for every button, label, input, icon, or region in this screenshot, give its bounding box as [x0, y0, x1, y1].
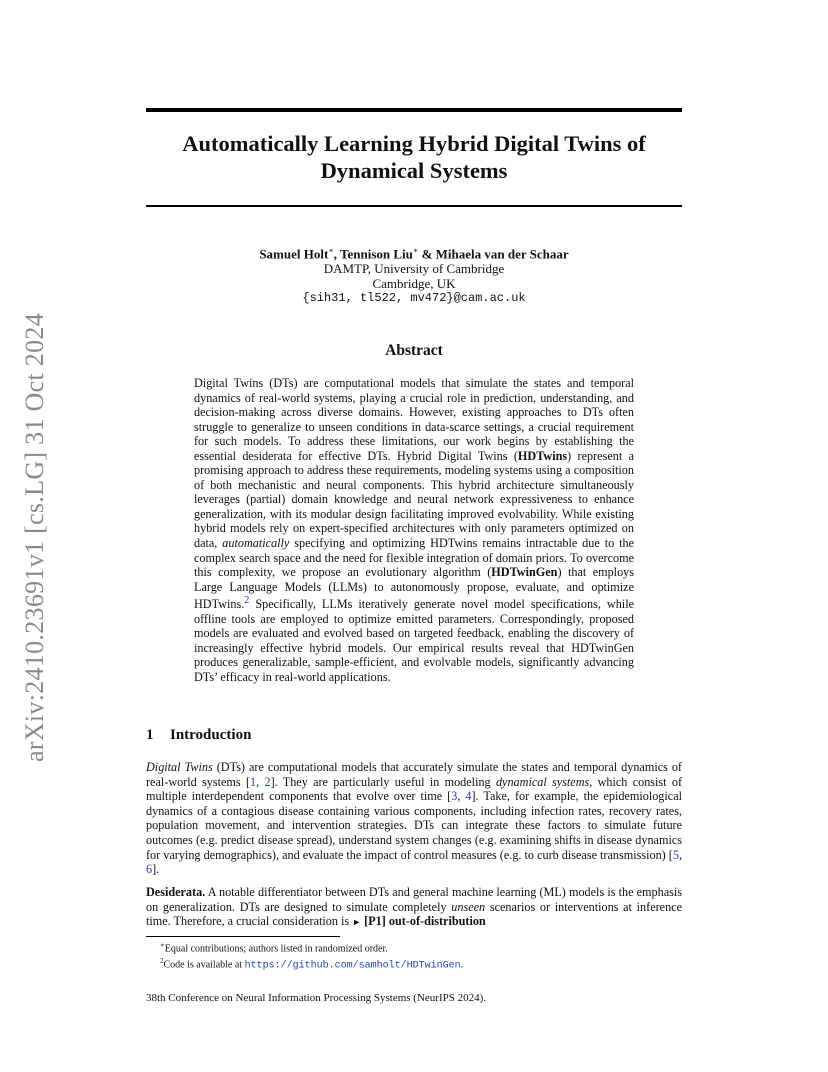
triangle-marker-icon: ► — [352, 917, 362, 928]
property-p1-label: [P1] out-of-distribution — [361, 914, 486, 929]
intro-p1-text-d: ]. Take, for example, the epidemiological dynamics of a contagious disease containing various components, including infection rates, recovery rates, population movement, and intervention strategies. DTs can integrate these factors to simulate future outcomes (e.g. predict disease spread), understand system changes (e.g. examining shifts in disease dynamics for varying demographics), and evaluate the impact of control measures (e.g. to curb disease transmission) [ — [146, 789, 682, 862]
citation-2[interactable]: 2 — [264, 774, 271, 789]
intro-p2-text-a: A notable differentiator between DTs and general machine learning (ML) models is the emphasis on generalization. DTs are designed to simulate completely — [146, 885, 682, 914]
paper-title — [146, 130, 682, 184]
abstract-body — [194, 376, 634, 685]
citation-separator: , — [457, 789, 466, 804]
footnote-2-mark: 2 — [160, 957, 164, 966]
term-unseen: unseen — [451, 899, 486, 914]
author-location: Cambridge, UK — [372, 276, 456, 292]
abstract-text-5: Specifically, LLMs iteratively generate novel model specifications, while offline tools are employed to optimize emitted parameters. Correspondingly, proposed models are evaluated and evolved based on targeted feedback, enabling the discovery of increasingly effective hybrid models. Our empirical results reveal that HDTwinGen produces generalizable, sample-efficient, and evolvable models, significantly advancing DTs’ efficacy in real-world applications. — [194, 597, 634, 684]
author-affiliation: DAMTP, University of Cambridge — [323, 261, 505, 277]
citation-3[interactable]: 3 — [451, 789, 458, 804]
footnote-2-text: Code is available at — [163, 959, 245, 971]
paper-title-line-2: Dynamical Systems — [320, 158, 508, 183]
abstract-heading: Abstract — [385, 342, 443, 359]
desiderata-heading: Desiderata. — [146, 885, 206, 899]
footnote-2 — [160, 955, 463, 972]
term-dynamical-systems: dynamical systems — [495, 774, 590, 789]
footnote-1-mark: ∗ — [160, 941, 165, 949]
abstract-text-4: ) that employs Large Language Models (LLMs) to autonomously propose, evaluate, and optimize HDTwins. — [194, 565, 634, 612]
citation-6[interactable]: 6 — [146, 862, 153, 877]
intro-paragraph-2 — [146, 885, 682, 930]
abstract-hdtwins-term: HDTwins — [517, 448, 568, 463]
paper-title-line-1: Automatically Learning Hybrid Digital Twins of — [182, 131, 646, 156]
citation-1[interactable]: 1 — [250, 774, 257, 789]
author-1-mark: ∗ — [328, 246, 334, 255]
author-2-mark: ∗ — [412, 246, 419, 255]
intro-p1-text-e: ]. — [152, 862, 160, 877]
footnote-rule — [146, 936, 340, 937]
citation-5[interactable]: 5 — [672, 847, 679, 862]
section-number: 1 — [146, 727, 154, 743]
author-emails: {sih31, tl522, mv472}@cam.ac.uk — [302, 291, 526, 306]
term-digital-twins: Digital Twins — [146, 760, 213, 774]
title-top-rule — [146, 108, 682, 112]
abstract-text-1: Digital Twins (DTs) are computational models that simulate the states and temporal dynamics of real-world systems, playing a crucial role in prediction, understanding, and decision-making across diverse domains. However, existing approaches to DTs often struggle to generalize to unseen conditions in data-scarce settings, a crucial requirement for such models. To address these limitations, our work begins by establishing the essential desiderata for effective DTs. Hybrid Digital Twins ( — [194, 376, 634, 463]
section-heading-introduction — [146, 727, 251, 744]
intro-p1-text-a: (DTs) are computational models that accurately simulate the states and temporal dynamics of real-world systems [ — [146, 760, 682, 789]
arxiv-identifier-stamp: arXiv:2410.23691v1 [cs.LG] 31 Oct 2024 — [20, 313, 49, 762]
intro-paragraph-1 — [146, 760, 682, 877]
author-block — [146, 243, 682, 306]
author-2: Tennison Liu — [340, 246, 413, 262]
author-1: Samuel Holt — [259, 246, 329, 262]
abstract-text-3: specifying and optimizing HDTwins remains intractable due to the complex search space and the need for flexible integration of domain priors. To overcome this complexity, we propose an evolutionary algorithm ( — [194, 536, 634, 580]
citation-4[interactable]: 4 — [465, 789, 472, 804]
footnote-2-end: . — [460, 959, 464, 971]
code-repository-link[interactable]: https://github.com/samholt/HDTwinGen — [244, 960, 461, 972]
abstract-automatically-term: automatically — [222, 536, 290, 551]
author-3: & Mihaela van der Schaar — [421, 246, 569, 262]
citation-separator: , — [678, 847, 682, 862]
section-title: Introduction — [170, 727, 252, 743]
footnote-1 — [160, 939, 463, 955]
citation-separator: , — [256, 774, 265, 789]
abstract-hdtwingen-term: HDTwinGen — [491, 565, 558, 580]
footnotes — [160, 939, 463, 973]
venue-footer: 38th Conference on Neural Information Processing Systems (NeurIPS 2024). — [146, 992, 487, 1004]
abstract-text-2: ) represent a promising approach to address these requirements, modeling systems using a composition of both mechanistic and neural components. This hybrid architecture simultaneously leverages (partial) domain knowledge and neural network expressiveness to enhance generalization, with its modular design facilitating improved evolvability. While existing hybrid models rely on expert-specified architectures with only parameters optimized on data, — [194, 448, 634, 551]
intro-p1-text-b: ]. They are particularly useful in modeling — [270, 774, 496, 789]
footnote-2-ref[interactable]: 2 — [244, 595, 250, 607]
author-names: Samuel Holt∗, Tennison Liu∗ & Mihaela van der Schaar — [259, 246, 569, 262]
intro-p2-text-b: scenarios or interventions at inference time. Therefore, a crucial consideration is — [146, 899, 682, 929]
footnote-1-text: Equal contributions; authors listed in randomized order. — [164, 943, 388, 955]
title-bottom-rule — [146, 205, 682, 207]
intro-p1-text-c: , which consist of multiple interdependent components that evolve over time [ — [146, 774, 683, 804]
